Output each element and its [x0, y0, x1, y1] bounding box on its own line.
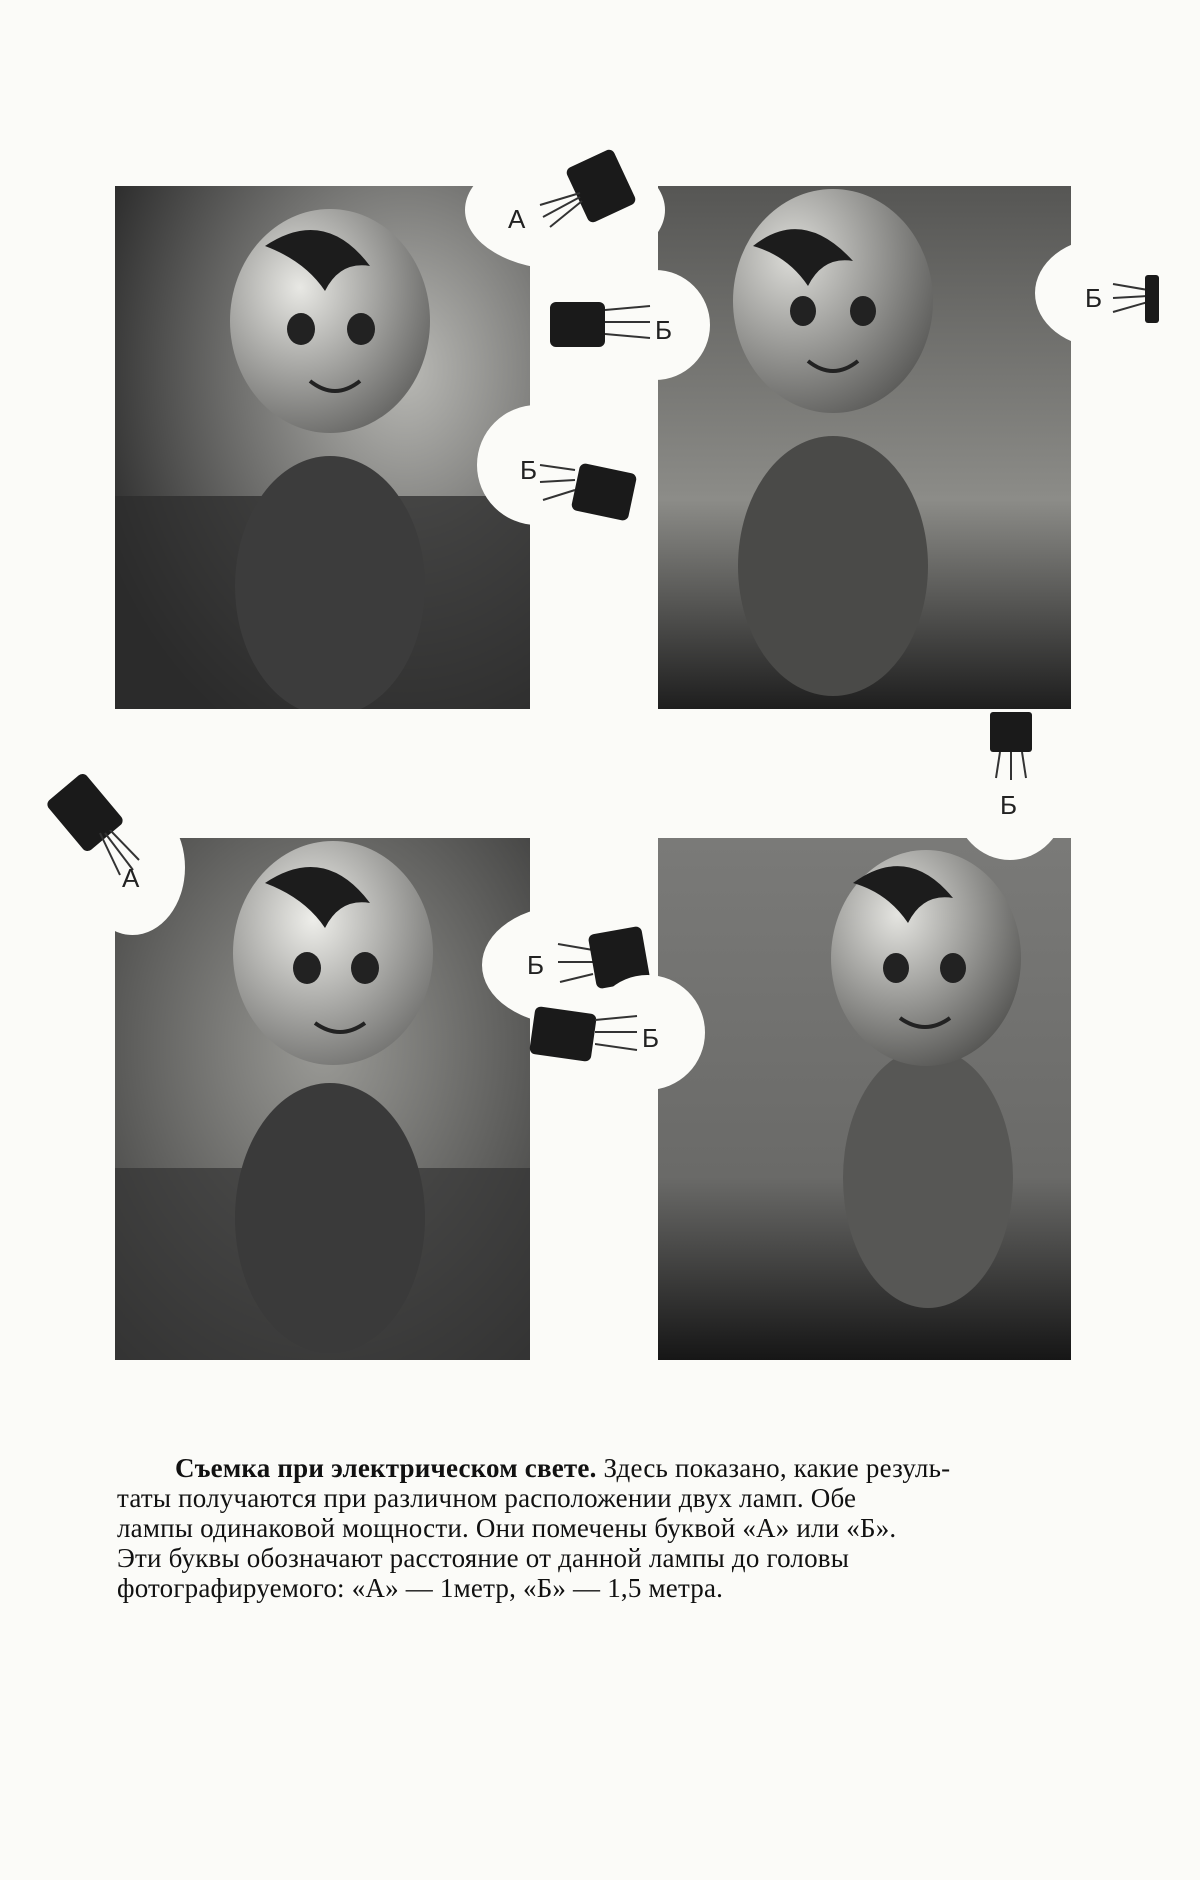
light-rays-icon — [1110, 278, 1150, 318]
photo-top-left — [115, 186, 530, 709]
caption-line-3: лампы одинаковой мощности. Они помечены буквой «А» или «Б». — [117, 1513, 897, 1543]
doll-figure-image — [115, 186, 530, 709]
caption-line-1: Здесь показано, какие резуль- — [596, 1453, 951, 1483]
doll-figure-image — [115, 838, 530, 1360]
lamp-label-b: Б — [527, 950, 545, 980]
photo-bottom-right — [658, 838, 1071, 1360]
lamp-label-b: Б — [1085, 283, 1103, 313]
light-rays-icon — [535, 460, 580, 505]
caption-line-5: фотографируемого: «А» — 1метр, «Б» — 1,5 метра. — [117, 1573, 724, 1603]
lamp-icon — [550, 302, 605, 347]
lamp-label-b: Б — [642, 1023, 660, 1053]
light-rays-icon — [595, 1012, 640, 1057]
light-rays-icon — [605, 302, 655, 347]
lamp-label-a: А — [508, 204, 526, 234]
photo-bottom-left — [115, 838, 530, 1360]
lamp-label-b: Б — [1000, 790, 1018, 820]
photo-top-right — [658, 186, 1071, 709]
lamp-label-b: Б — [655, 315, 673, 345]
lamp-label-b: Б — [520, 455, 538, 485]
lamp-icon — [529, 1006, 597, 1062]
lamp-icon — [990, 712, 1032, 752]
doll-figure-image — [658, 186, 1071, 709]
light-rays-icon — [990, 752, 1032, 782]
lamp-icon — [571, 462, 638, 521]
light-rays-icon — [535, 185, 585, 230]
caption-line-2: таты получаются при различном расположении двух ламп. Обе — [117, 1483, 857, 1513]
figure-caption — [117, 1453, 1062, 1603]
caption-line-4: Эти буквы обозначают расстояние от данной лампы до головы — [117, 1543, 850, 1573]
lamp-icon — [1145, 275, 1159, 323]
lamp-label-a: А — [122, 863, 140, 893]
doll-figure-image — [658, 838, 1071, 1360]
caption-lead: Съемка при электрическом свете. — [175, 1453, 597, 1483]
